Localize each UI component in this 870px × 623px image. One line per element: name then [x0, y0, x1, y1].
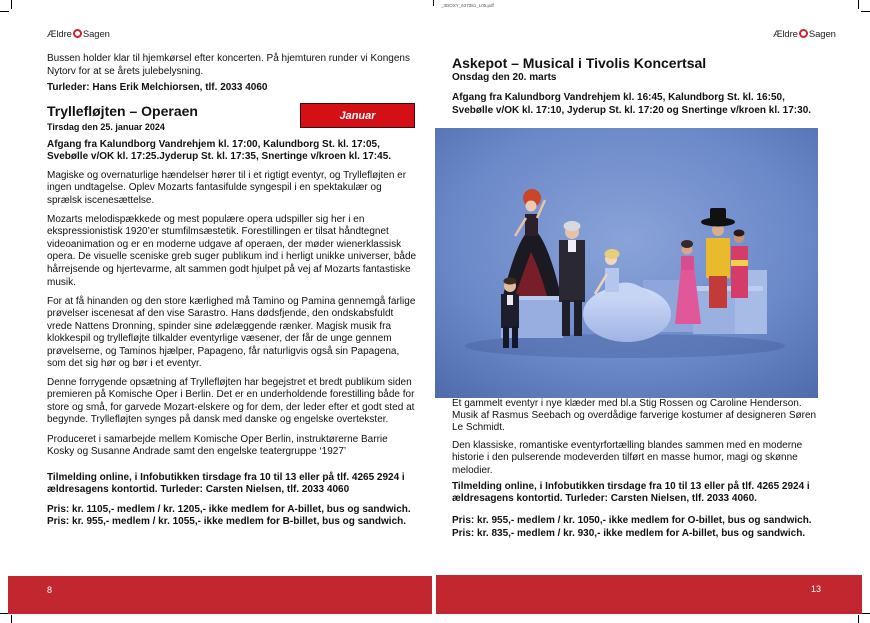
page-number: 13	[811, 584, 822, 594]
text-line: ekspressionistisk 1920’er stumfilmsæstetik. Forestillingen er tilsat håndtegnet	[47, 226, 389, 238]
text-line: Mozarts melodispækkede og mest populære opera udspiller sig her i en	[47, 213, 365, 225]
text-line: melodier.	[452, 464, 493, 476]
description-paragraph	[452, 440, 802, 478]
text-line: Nytorv for at se årets julebelysning.	[47, 65, 204, 77]
description-paragraph	[47, 214, 416, 290]
event-title: Tryllefløjten – Operaen	[47, 103, 198, 119]
text-line: Den klassiske, romantiske eventyrfortælling blandes sammen med en moderne	[452, 439, 803, 451]
crop-mark	[858, 0, 859, 9]
text-line: Kosky og Susanne Andrade samt den engelske teatergruppe ‘1927’	[47, 446, 347, 458]
text-line: som det sig hør og bør i et eventyr.	[47, 358, 202, 370]
text-line: prøvelser iscenesat af den vise Sarastro. Hans dødsfjende, den ondskabsfuldt	[47, 308, 394, 320]
logo-text-first: Ældre	[47, 29, 72, 40]
crop-mark	[0, 11, 9, 12]
text-line: vrede Nattens Dronning, spinder sine ødelæggende rænker. Magisk musik fra	[47, 320, 392, 332]
text-line: Afgang fra Kalundborg Vandrehjem kl. 16:45, Kalundborg St. kl. 16:50,	[452, 91, 785, 103]
text-line: musik.	[47, 276, 76, 288]
logo-text-second: Sagen	[82, 29, 110, 40]
aeldresagen-circle-logo-icon	[73, 29, 82, 38]
price-line: Pris: kr. 955,- medlem / kr. 1050,- ikke medlem for O-billet, bus og sandwich.	[452, 514, 812, 526]
crop-mark	[11, 0, 12, 9]
month-tag	[300, 103, 415, 128]
text-line: For at få hinanden og den store kærlighed må Tamino og Pamina gennemgå farlige	[47, 295, 416, 307]
description-paragraph	[47, 296, 415, 371]
page-footer	[8, 576, 432, 614]
crop-mark	[858, 615, 859, 623]
text-line: Bussen holder klar til hjemkørsel efter koncerten. På hjemturen runder vi Kongens	[47, 52, 410, 64]
price-line: Pris: kr. 835,- medlem / kr. 930,- ikke medlem for A-billet, bus og sandwich.	[452, 527, 806, 539]
file-name-label: _3DOXY_637351_L05.pdf	[441, 3, 494, 8]
logo-text-second: Sagen	[808, 29, 836, 40]
text-line: prøvelserne, og Taminos hjælper, Papageno, får naturligvis også sin Papagena,	[47, 345, 400, 357]
aeldresagen-logo	[773, 29, 836, 40]
text-line: Magiske og overnaturlige hændelser hører til i et rigtigt eventyr, og Tryllefløjten er	[47, 169, 407, 181]
page-footer	[436, 575, 862, 614]
cast-photo-graphic	[435, 128, 818, 398]
text-line: begynde. Tryllefløjten synges på dansk med danske og engelske overtekster.	[47, 414, 389, 426]
crop-mark	[433, 0, 434, 6]
page-number: 8	[47, 585, 53, 595]
text-line: Svebølle v/OK kl. 17:25.Jyderup St. kl. 17:35, Snertinge v/kroen kl. 17:45.	[47, 151, 392, 163]
event-date: Onsdag den 20. marts	[452, 71, 557, 83]
text-line: sprælsk iscenesættelse.	[47, 194, 155, 206]
crop-mark	[11, 615, 12, 623]
price-line: Pris: kr. 1105,- medlem / kr. 1205,- ikke medlem for A-billet, bus og sandwich.	[47, 503, 411, 515]
text-line: Tilmelding online, i Infobutikken tirsdage fra 10 til 13 eller på tlf. 4265 2924 i	[47, 471, 405, 483]
departure-info	[47, 139, 391, 164]
signup-info	[47, 472, 405, 498]
text-line: premieren på Komische Oper i Berlin. Det er en underholdende forestilling både for	[47, 389, 415, 401]
text-line: Afgang fra Kalundborg Vandrehjem kl. 17:00, Kalundborg St. kl. 17:05,	[47, 139, 380, 150]
text-line: Le Schmidt.	[452, 422, 505, 434]
text-line: opera. De visuelle sceniske greb suger publikum ind i herligt unikke universer, både	[47, 251, 417, 263]
text-line: Tilmelding online, i Infobutikken tirsdage fra 10 til 13 eller på tlf. 4265 2924 i	[452, 481, 810, 492]
text-line: hårrejsende og hjertevarme, alt sammen godt hjulpet på vej af Mozarts fantastiske	[47, 264, 411, 276]
price-info	[452, 514, 812, 540]
aeldresagen-circle-logo-icon	[799, 29, 808, 38]
tour-guide-line: Turleder: Hans Erik Melchiorsen, tlf. 2033 4060	[47, 82, 268, 93]
photo-caption-paragraph	[452, 398, 816, 434]
text-line: ældresagens kontortid. Turleder: Carsten Nielsen, tlf. 2033 4060	[47, 484, 350, 496]
description-paragraph	[47, 170, 406, 208]
event-date: Tirsdag den 25. januar 2024	[47, 121, 165, 132]
text-line: klokkespil og tryllefløjte tilkalder eventyrlige væsener, der får de unge gennem	[47, 333, 392, 345]
text-line: ældresagens kontortid. Turleder: Carsten Nielsen, tlf. 2033 4060.	[452, 493, 757, 505]
text-line: Et gammelt eventyr i nye klæder med bl.a Stig Rossen og Caroline Henderson.	[452, 398, 802, 409]
description-paragraph	[47, 377, 414, 427]
text-line: Produceret i samarbejde mellem Komische Oper Berlin, instruktørerne Barrie	[47, 433, 388, 445]
text-line: historie i den pulserende modeverden tilført en masse humor, magi og skønne	[452, 452, 798, 464]
text-line: Musik af Rasmus Seebach og overdådige farverige kostumer af designeren Søren	[452, 410, 817, 422]
description-paragraph	[47, 434, 388, 459]
month-tag-label: Januar	[339, 109, 376, 122]
intro-paragraph	[47, 52, 410, 78]
signup-info	[452, 481, 810, 506]
crop-mark	[861, 11, 870, 12]
logo-text-first: Ældre	[773, 29, 798, 40]
departure-info	[452, 91, 811, 117]
text-line: Svebølle v/OK kl. 17:10, Jyderup St. kl. 17:20 og Snertinge v/kroen kl. 17:30.	[452, 104, 812, 116]
cast-photo	[435, 128, 818, 398]
price-info	[47, 504, 411, 530]
crop-mark	[861, 613, 870, 614]
text-line: ingen undtagelse. Oplev Mozarts fantasifulde syngespil i en spektakulær og	[47, 182, 382, 194]
text-line: videoanimation og er en moderne udgave af operaen, der møder wienerklassisk	[47, 238, 402, 250]
price-line: Pris: kr. 955,- medlem / kr. 1055,- ikke medlem for B-billet, bus og sandwich.	[47, 516, 407, 528]
text-line: Denne forrygende opsætning af Tryllefløjten har begejstret et bredt publikum siden	[47, 376, 412, 388]
event-title: Askepot – Musical i Tivolis Koncertsal	[452, 55, 707, 71]
text-line: store og små, for garvede Mozart-elskere og for dem, der leder efter et godt sted at	[47, 401, 415, 413]
aeldresagen-logo	[47, 29, 110, 40]
